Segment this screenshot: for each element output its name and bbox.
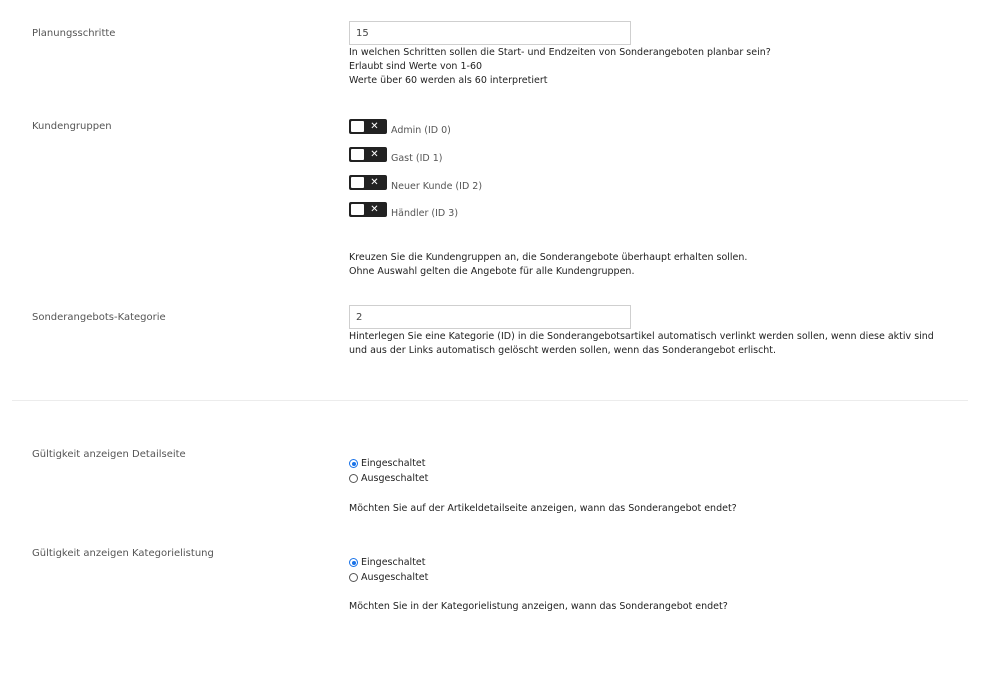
help-line: In welchen Schritten sollen die Start- und Endzeiten von Sonderangeboten planbar sein?: [349, 47, 771, 58]
help-line: Erlaubt sind Werte von 1-60: [349, 61, 483, 72]
radio-button[interactable]: [349, 558, 358, 567]
help-line: Ohne Auswahl gelten die Angebote für alle Kundengruppen.: [349, 266, 635, 277]
kundengruppe-gast-toggle[interactable]: [349, 147, 387, 162]
kundengruppe-admin: [349, 118, 451, 134]
kundengruppe-neuer-kunde-toggle[interactable]: [349, 175, 387, 190]
radio-button[interactable]: [349, 573, 358, 582]
help-line: Werte über 60 werden als 60 interpretiert: [349, 75, 548, 86]
kategorielistung-option-ausgeschaltet[interactable]: [349, 571, 428, 584]
close-icon: ✕: [370, 204, 379, 215]
help-line: Hinterlegen Sie eine Kategorie (ID) in die Sonderangebotsartikel automatisch verlinkt werden sollen, wenn diese aktiv sind: [349, 331, 934, 342]
kundengruppe-haendler: [349, 201, 458, 217]
kundengruppe-haendler-toggle[interactable]: [349, 202, 387, 217]
radio-label: Eingeschaltet: [361, 556, 426, 568]
help-line: Möchten Sie auf der Artikeldetailseite anzeigen, wann das Sonderangebot endet?: [349, 503, 737, 514]
planungsschritte-label: Planungsschritte: [32, 28, 116, 39]
radio-label: Ausgeschaltet: [361, 472, 429, 484]
kategorielistung-option-eingeschaltet[interactable]: [349, 556, 426, 569]
detailseite-label: Gültigkeit anzeigen Detailseite: [32, 449, 186, 460]
kategorie-help: [349, 330, 934, 358]
help-line: Möchten Sie in der Kategorielistung anzeigen, wann das Sonderangebot endet?: [349, 601, 728, 612]
close-icon: ✕: [370, 149, 379, 160]
detailseite-option-eingeschaltet[interactable]: [349, 457, 426, 470]
kategorie-input[interactable]: [349, 305, 631, 329]
kategorielistung-label: Gültigkeit anzeigen Kategorielistung: [32, 548, 214, 559]
toggle-label: Admin (ID 0): [391, 125, 451, 136]
detailseite-option-ausgeschaltet[interactable]: [349, 472, 428, 485]
close-icon: ✕: [370, 177, 379, 188]
planungsschritte-input[interactable]: [349, 21, 631, 45]
radio-label: Ausgeschaltet: [361, 571, 429, 583]
radio-label: Eingeschaltet: [361, 457, 426, 469]
detailseite-help: [349, 502, 737, 516]
kategorie-label: Sonderangebots-Kategorie: [32, 312, 166, 323]
kundengruppe-gast: [349, 146, 442, 162]
help-line: und aus der Links automatisch gelöscht werden sollen, wenn das Sonderangebot erlischt.: [349, 345, 777, 356]
radio-button[interactable]: [349, 474, 358, 483]
kundengruppe-admin-toggle[interactable]: [349, 119, 387, 134]
planungsschritte-help: [349, 46, 771, 88]
toggle-knob: [351, 149, 364, 160]
radio-button[interactable]: [349, 459, 358, 468]
kundengruppen-help: [349, 251, 747, 279]
toggle-label: Gast (ID 1): [391, 153, 443, 164]
section-divider: [12, 400, 968, 401]
kundengruppen-label: Kundengruppen: [32, 121, 112, 132]
toggle-knob: [351, 177, 364, 188]
toggle-label: Neuer Kunde (ID 2): [391, 181, 483, 192]
kategorielistung-help: [349, 600, 728, 614]
kundengruppe-neuer-kunde: [349, 174, 482, 190]
toggle-knob: [351, 204, 364, 215]
toggle-label: Händler (ID 3): [391, 208, 459, 219]
toggle-knob: [351, 121, 364, 132]
help-line: Kreuzen Sie die Kundengruppen an, die Sonderangebote überhaupt erhalten sollen.: [349, 252, 748, 263]
close-icon: ✕: [370, 121, 379, 132]
